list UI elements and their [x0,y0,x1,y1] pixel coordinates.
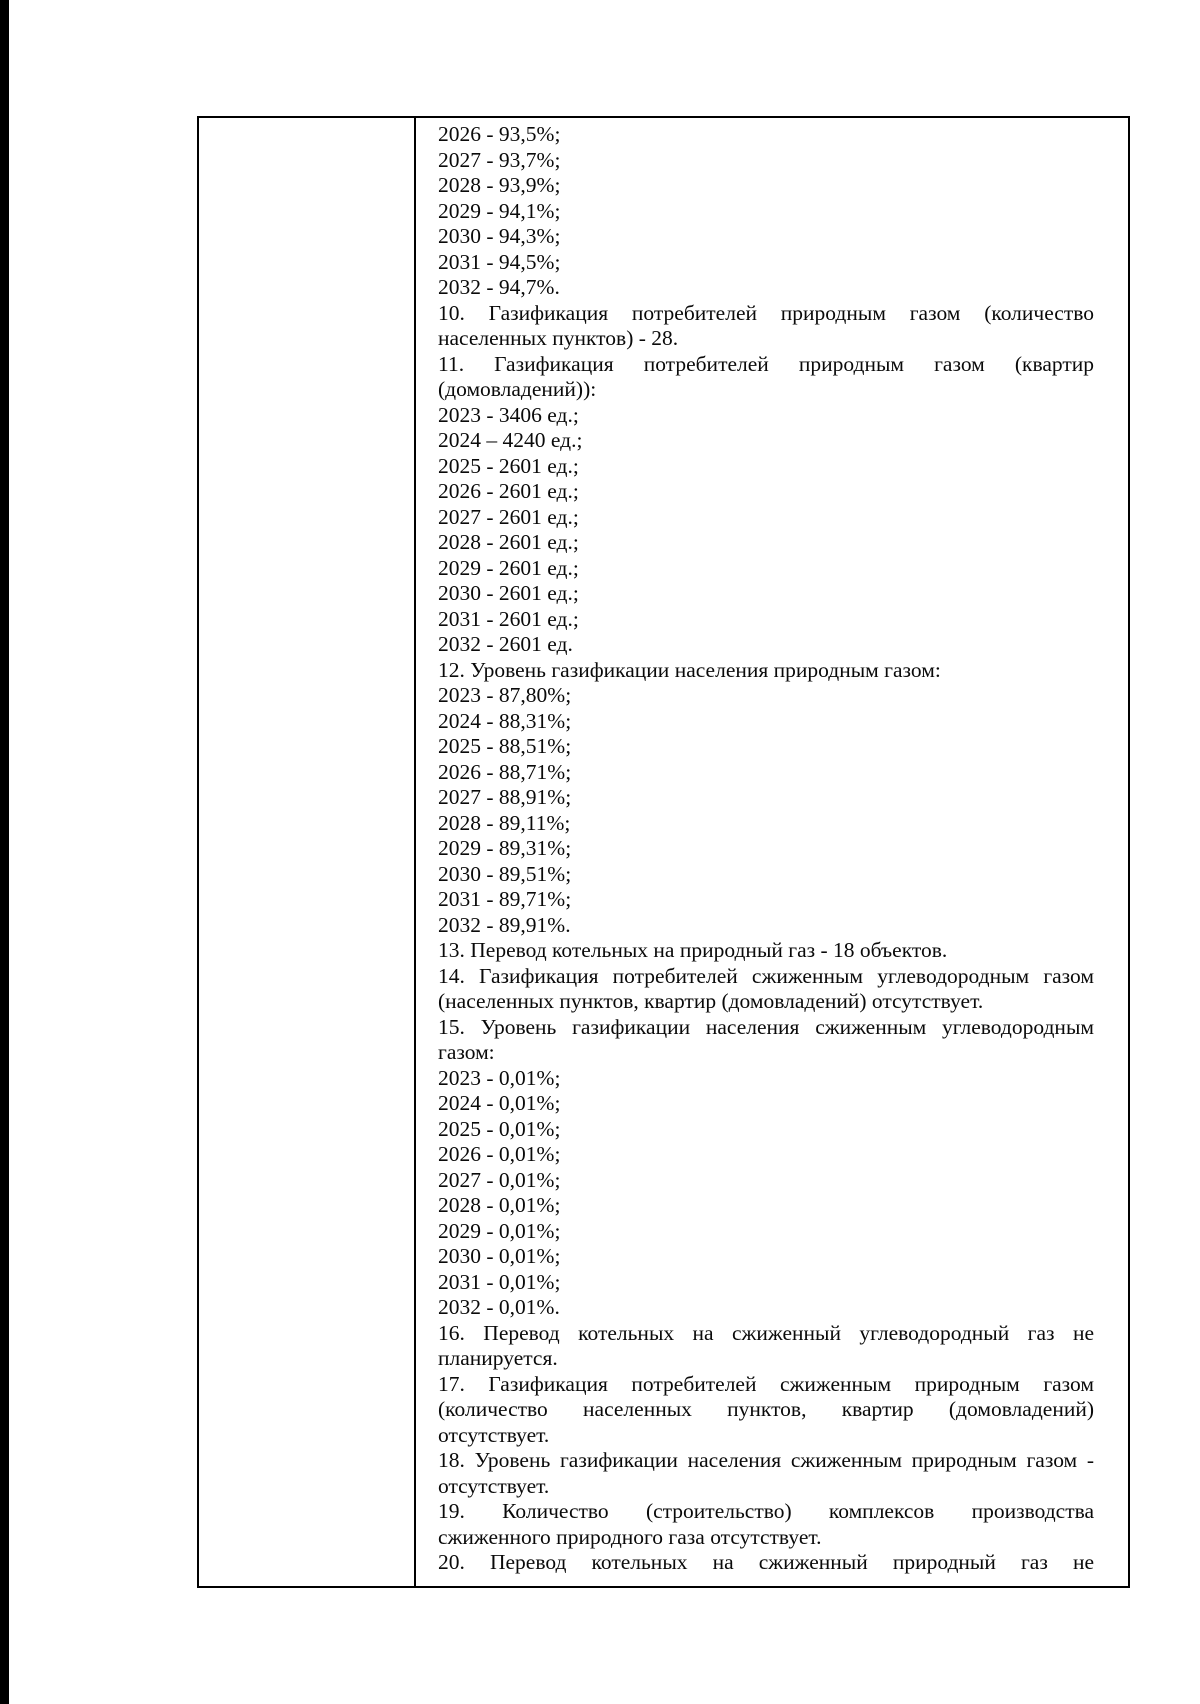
text-line: 2025 - 0,01%; [438,1116,561,1141]
year-value-entry [438,454,1094,480]
text-line: 17. Газификация потребителей сжиженным природным газом [438,1371,1094,1396]
numbered-item [438,1499,1094,1550]
text-line: 2025 - 2601 ед.; [438,453,579,478]
text-line: 12. Уровень газификации населения природным газом: [438,657,941,682]
year-value-entry [438,250,1094,276]
text-line: 2031 - 0,01%; [438,1269,561,1294]
year-value-entry [438,1193,1094,1219]
numbered-item [438,1321,1094,1372]
text-line: 11. Газификация потребителей природным газом (квартир [438,351,1094,376]
year-value-entry [438,403,1094,429]
text-line: 2031 - 2601 ед.; [438,606,579,631]
year-value-entry [438,913,1094,939]
text-line: 14. Газификация потребителей сжиженным углеводородным газом [438,963,1094,988]
year-value-entry [438,811,1094,837]
text-line: 2032 - 2601 ед. [438,632,573,656]
text-line: 2030 - 89,51%; [438,861,572,886]
text-line: 2023 - 87,80%; [438,683,572,707]
year-value-entry [438,734,1094,760]
year-value-entry [438,1066,1094,1092]
numbered-item [438,352,1094,403]
text-line: (населенных пунктов, квартир (домовладений) отсутствует. [438,989,984,1013]
year-value-entry [438,479,1094,505]
text-line: 2027 - 0,01%; [438,1167,561,1192]
numbered-item [438,964,1094,1015]
year-value-entry [438,505,1094,531]
year-value-entry [438,122,1094,148]
table-right-cell [416,118,1128,1586]
year-value-entry [438,607,1094,633]
text-line: 2028 - 89,11%; [438,810,571,835]
text-line: 10. Газификация потребителей природным газом (количество [438,300,1094,325]
text-line: 2032 - 94,7%. [438,275,560,299]
year-value-entry [438,148,1094,174]
text-line: 16. Перевод котельных на сжиженный углеводородный газ не [438,1320,1094,1345]
text-line: (количество населенных пунктов, квартир (домовладений) [438,1397,1094,1421]
text-line: 2028 - 0,01%; [438,1193,561,1217]
text-line: 2032 - 0,01%. [438,1295,560,1319]
text-line: 15. Уровень газификации населения сжиженным углеводородным [438,1014,1094,1039]
year-value-entry [438,760,1094,786]
text-line: 2027 - 88,91%; [438,785,572,809]
year-value-entry [438,530,1094,556]
year-value-entry [438,887,1094,913]
text-line: (домовладений)): [438,377,597,401]
year-value-entry [438,785,1094,811]
numbered-item [438,938,1094,964]
year-value-entry [438,1117,1094,1143]
year-value-entry [438,199,1094,225]
year-value-entry [438,556,1094,582]
year-value-entry [438,1244,1094,1270]
text-line: 2031 - 94,5%; [438,249,561,274]
text-line: 2031 - 89,71%; [438,887,572,911]
text-line: 2023 - 0,01%; [438,1065,561,1090]
year-value-entry [438,632,1094,658]
year-value-entry [438,1091,1094,1117]
text-line: 2029 - 94,1%; [438,198,561,223]
text-line: 2027 - 93,7%; [438,147,561,172]
text-line: населенных пунктов) - 28. [438,326,679,350]
text-line: 2024 - 88,31%; [438,708,572,733]
numbered-item [438,658,1094,684]
scan-edge [0,0,9,1704]
text-line: 2024 – 4240 ед.; [438,428,583,452]
year-value-entry [438,173,1094,199]
numbered-item [438,1550,1094,1576]
numbered-item [438,1448,1094,1499]
text-line: 2023 - 3406 ед.; [438,402,579,427]
text-line: сжиженного природного газа отсутствует. [438,1524,822,1549]
year-value-entry [438,1295,1094,1321]
text-line: 2030 - 94,3%; [438,224,561,248]
text-line: 20. Перевод котельных на сжиженный природный газ не [438,1550,1094,1574]
year-value-entry [438,224,1094,250]
numbered-item [438,1372,1094,1449]
text-line: 2028 - 93,9%; [438,173,561,197]
year-value-entry [438,1270,1094,1296]
table-left-cell [199,118,416,1586]
text-line: 2026 - 88,71%; [438,759,572,784]
text-line: 2027 - 2601 ед.; [438,504,579,529]
text-line: 2029 - 2601 ед.; [438,555,579,580]
text-line: планируется. [438,1346,558,1370]
text-line: 2025 - 88,51%; [438,734,572,758]
year-value-entry [438,683,1094,709]
text-line: 2032 - 89,91%. [438,912,571,937]
year-value-entry [438,1219,1094,1245]
year-value-entry [438,1168,1094,1194]
year-value-entry [438,862,1094,888]
numbered-item [438,1015,1094,1066]
text-line: 2026 - 2601 ед.; [438,479,579,503]
year-value-entry [438,836,1094,862]
year-value-entry [438,275,1094,301]
right-cell-content [438,122,1094,1576]
year-value-entry [438,428,1094,454]
text-line: газом: [438,1040,495,1064]
text-line: 2029 - 89,31%; [438,836,572,860]
text-line: 2026 - 93,5%; [438,122,561,146]
text-line: 19. Количество (строительство) комплексов производства [438,1499,1094,1523]
text-line: 2026 - 0,01%; [438,1142,561,1166]
year-value-entry [438,581,1094,607]
text-line: 2024 - 0,01%; [438,1091,561,1115]
text-line: 2028 - 2601 ед.; [438,530,579,554]
text-line: 2030 - 0,01%; [438,1244,561,1268]
text-line: отсутствует. [438,1422,550,1447]
text-line: 2030 - 2601 ед.; [438,581,579,605]
document-table [197,116,1130,1588]
year-value-entry [438,709,1094,735]
text-line: 13. Перевод котельных на природный газ - 18 объектов. [438,938,948,962]
numbered-item [438,301,1094,352]
text-line: отсутствует. [438,1473,550,1498]
text-line: 18. Уровень газификации населения сжиженным природным газом - [438,1448,1094,1472]
text-line: 2029 - 0,01%; [438,1218,561,1243]
year-value-entry [438,1142,1094,1168]
